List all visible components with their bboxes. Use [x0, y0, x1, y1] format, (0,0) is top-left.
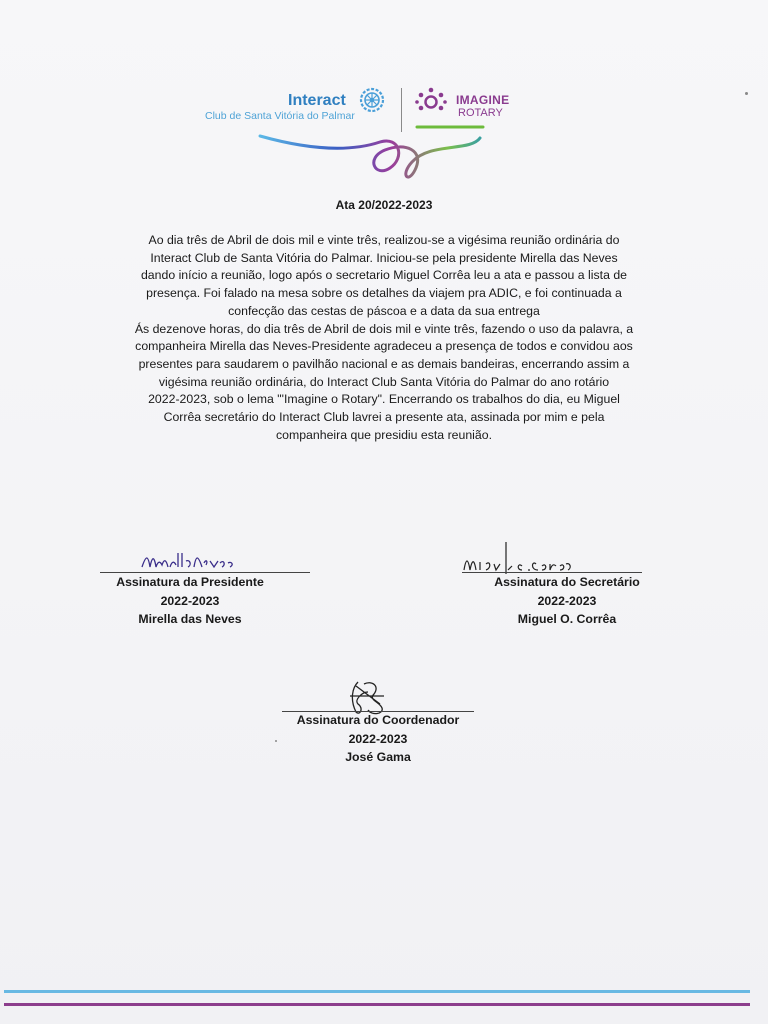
body-line: presentes para saudarem o pavilhão nacional e as demais bandeiras, encerrando assim a	[138, 356, 630, 371]
secretary-block	[454, 573, 680, 629]
body-line: presença. Foi falado na mesa sobre os detalhes da viajem pra ADIC, e foi continuada a	[146, 286, 622, 301]
president-year: 2022-2023	[160, 593, 220, 608]
green-underline	[415, 124, 485, 130]
club-name: Club de Santa Vitória do Palmar	[205, 110, 355, 122]
body-line: vigésima reunião ordinária, do Interact Club Santa Vitória do Palmar do ano rotário	[158, 374, 610, 389]
paper-speck	[745, 92, 748, 95]
secretary-role: Assinatura do Secretário	[494, 575, 640, 589]
document-title: Ata 20/2022-2023	[335, 198, 433, 212]
president-role: Assinatura da Presidente	[116, 575, 264, 589]
body-line: 2022-2023, sob o lema "'Imagine o Rotary". Encerrando os trabalhos do dia, eu Miguel	[148, 392, 620, 407]
president-name: Mirella das Neves	[138, 612, 242, 626]
body-line: companheira que presidiu esta reunião.	[275, 427, 493, 442]
logo-divider	[401, 88, 402, 132]
body-line: confecção das cestas de páscoa e a data da sua entrega	[228, 303, 540, 318]
body-line: Interact Club de Santa Vitória do Palmar. Iniciou-se pela presidente Mirella das Neves	[150, 250, 618, 265]
header-logo	[200, 80, 530, 190]
coordinator-name: José Gama	[345, 750, 411, 764]
body-line: dando início a reunião, logo após o secretario Miguel Corrêa leu a ata e passou a lista de	[140, 268, 628, 283]
rotary-wordmark: ROTARY	[458, 107, 503, 119]
president-block	[85, 573, 295, 629]
rotary-wheel-icon	[358, 86, 386, 114]
imagine-wordmark: IMAGINE	[456, 93, 510, 107]
body-line: companheira Mirella das Neves-Presidente agradeceu a presença de todos e convidou aos	[135, 339, 633, 354]
minutes-body	[100, 232, 668, 444]
secretary-year: 2022-2023	[537, 593, 597, 608]
coordinator-role: Assinatura do Coordenador	[296, 713, 460, 727]
imagine-sun-icon	[414, 85, 448, 119]
paper-speck	[275, 740, 277, 742]
secretary-name: Miguel O. Corrêa	[517, 612, 617, 626]
body-line: Ao dia três de Abril de dois mil e vinte três, realizou-se a vigésima reunião ordinária do	[148, 233, 620, 247]
body-line: Corrêa secretário do Interact Club lavrei a presente ata, assinada por mim e pela	[163, 410, 605, 425]
coordinator-block	[262, 711, 494, 767]
coordinator-year: 2022-2023	[348, 731, 408, 746]
footer-blue-line	[4, 990, 750, 993]
body-line: Ás dezenove horas, do dia três de Abril de dois mil e vinte três, fazendo o uso da palavra, a	[134, 321, 634, 336]
interact-wordmark: Interact	[288, 92, 346, 109]
footer-purple-line	[4, 1003, 750, 1006]
